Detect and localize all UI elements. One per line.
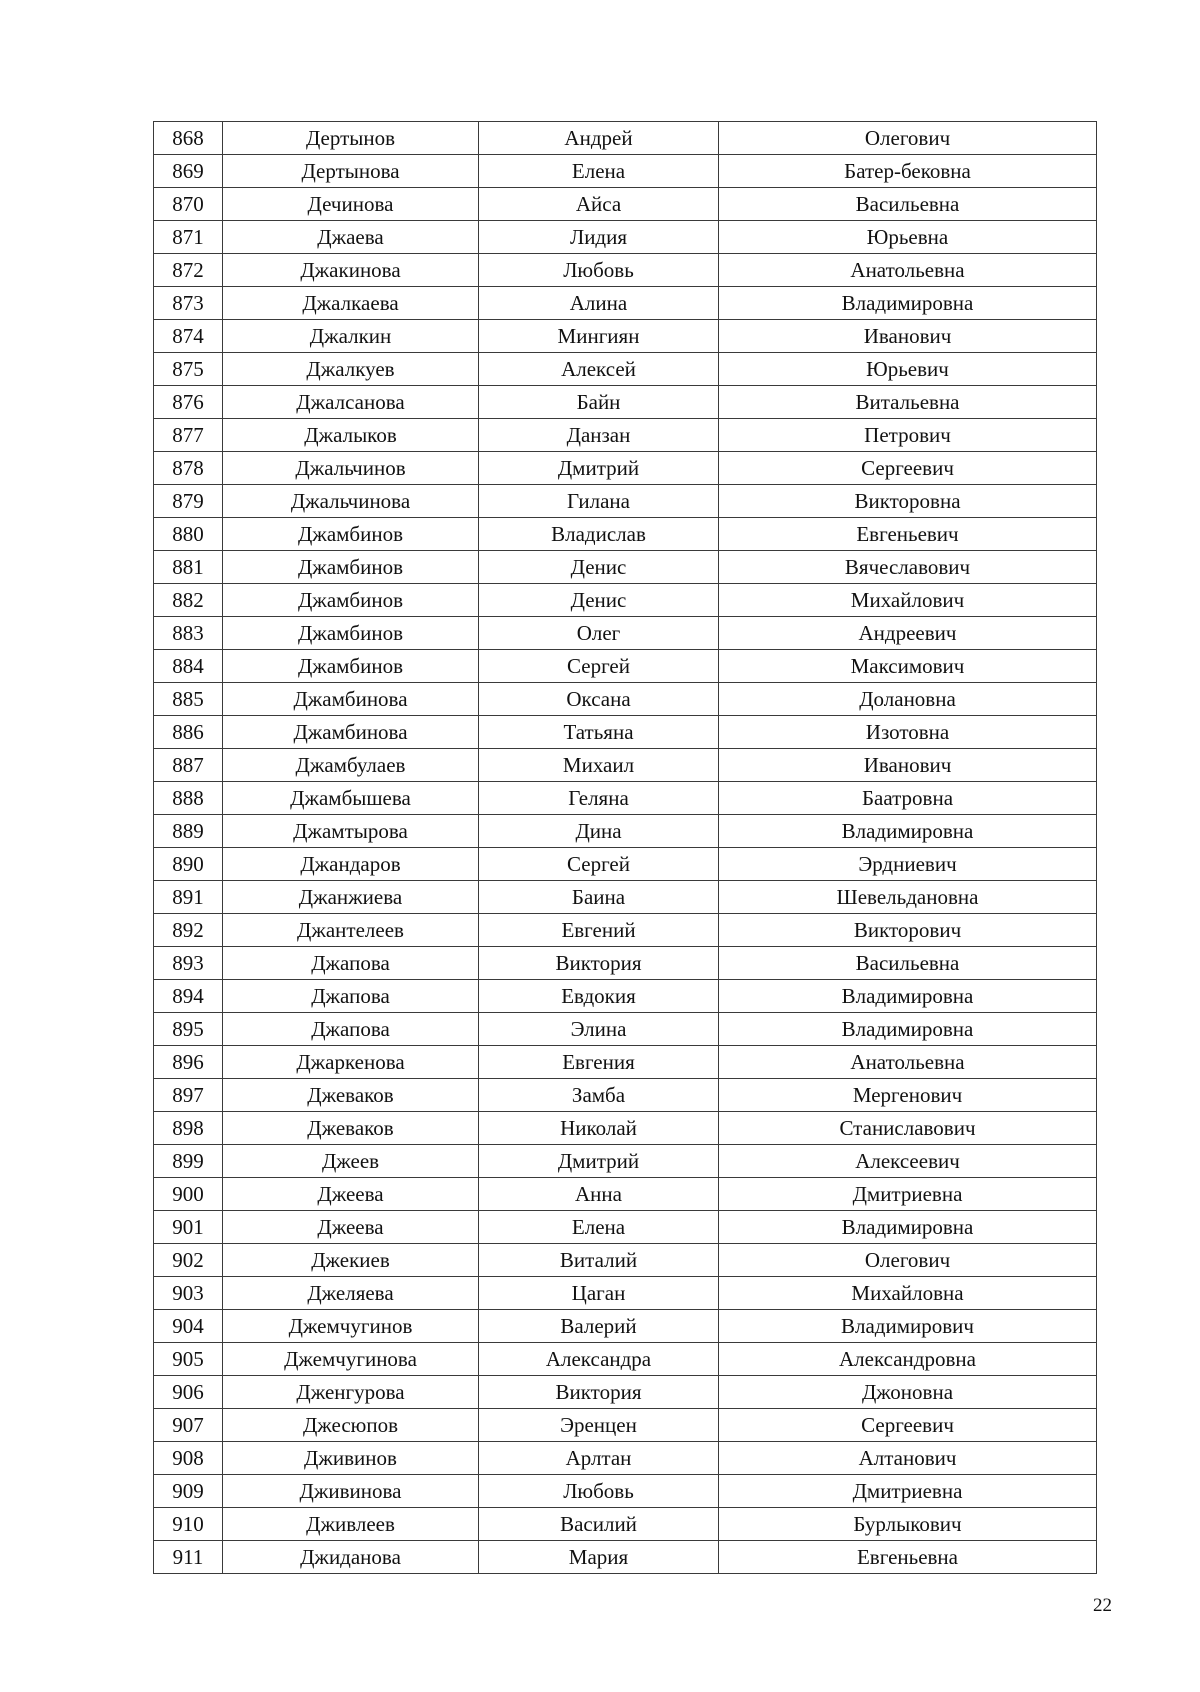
patronymic-cell: Викторовна — [719, 485, 1097, 518]
patronymic-cell: Иванович — [719, 320, 1097, 353]
row-number-cell: 895 — [154, 1013, 223, 1046]
last-name-cell: Дживинова — [223, 1475, 479, 1508]
first-name-cell: Елена — [479, 155, 719, 188]
patronymic-cell: Анатольевна — [719, 254, 1097, 287]
table-row — [154, 1442, 1097, 1475]
first-name-cell: Виктория — [479, 947, 719, 980]
last-name-cell: Джантелеев — [223, 914, 479, 947]
table-row — [154, 1376, 1097, 1409]
row-number-cell: 889 — [154, 815, 223, 848]
row-number-cell: 891 — [154, 881, 223, 914]
first-name-cell: Мингиян — [479, 320, 719, 353]
row-number-cell: 894 — [154, 980, 223, 1013]
row-number-cell: 896 — [154, 1046, 223, 1079]
table-row — [154, 1508, 1097, 1541]
patronymic-cell: Юрьевич — [719, 353, 1097, 386]
row-number-cell: 898 — [154, 1112, 223, 1145]
first-name-cell: Василий — [479, 1508, 719, 1541]
row-number-cell: 907 — [154, 1409, 223, 1442]
table-row — [154, 1475, 1097, 1508]
table-row — [154, 716, 1097, 749]
patronymic-cell: Алексеевич — [719, 1145, 1097, 1178]
first-name-cell: Гилана — [479, 485, 719, 518]
row-number-cell: 885 — [154, 683, 223, 716]
last-name-cell: Джалкаева — [223, 287, 479, 320]
patronymic-cell: Дмитриевна — [719, 1178, 1097, 1211]
table-row — [154, 1541, 1097, 1574]
last-name-cell: Джамтырова — [223, 815, 479, 848]
last-name-cell: Джеляева — [223, 1277, 479, 1310]
table-row — [154, 1409, 1097, 1442]
last-name-cell: Джалыков — [223, 419, 479, 452]
patronymic-cell: Изотовна — [719, 716, 1097, 749]
first-name-cell: Сергей — [479, 848, 719, 881]
row-number-cell: 877 — [154, 419, 223, 452]
last-name-cell: Джалкуев — [223, 353, 479, 386]
last-name-cell: Дженгурова — [223, 1376, 479, 1409]
table-row — [154, 1145, 1097, 1178]
last-name-cell: Джамбинова — [223, 683, 479, 716]
first-name-cell: Алина — [479, 287, 719, 320]
patronymic-cell: Алтанович — [719, 1442, 1097, 1475]
last-name-cell: Джесюпов — [223, 1409, 479, 1442]
table-row — [154, 1178, 1097, 1211]
row-number-cell: 900 — [154, 1178, 223, 1211]
row-number-cell: 905 — [154, 1343, 223, 1376]
row-number-cell: 868 — [154, 122, 223, 155]
patronymic-cell: Анатольевна — [719, 1046, 1097, 1079]
first-name-cell: Андрей — [479, 122, 719, 155]
row-number-cell: 887 — [154, 749, 223, 782]
row-number-cell: 872 — [154, 254, 223, 287]
first-name-cell: Владислав — [479, 518, 719, 551]
first-name-cell: Эренцен — [479, 1409, 719, 1442]
patronymic-cell: Михайловна — [719, 1277, 1097, 1310]
last-name-cell: Джеева — [223, 1178, 479, 1211]
table-row — [154, 155, 1097, 188]
first-name-cell: Виталий — [479, 1244, 719, 1277]
first-name-cell: Арлтан — [479, 1442, 719, 1475]
patronymic-cell: Бурлыкович — [719, 1508, 1097, 1541]
last-name-cell: Джальчинова — [223, 485, 479, 518]
row-number-cell: 881 — [154, 551, 223, 584]
page-number: 22 — [1093, 1595, 1112, 1616]
table-row — [154, 1244, 1097, 1277]
patronymic-cell: Владимировна — [719, 1211, 1097, 1244]
table-row — [154, 848, 1097, 881]
table-row — [154, 551, 1097, 584]
patronymic-cell: Олегович — [719, 122, 1097, 155]
first-name-cell: Евдокия — [479, 980, 719, 1013]
table-row — [154, 287, 1097, 320]
table-row — [154, 452, 1097, 485]
patronymic-cell: Владимировна — [719, 1013, 1097, 1046]
table-row — [154, 980, 1097, 1013]
last-name-cell: Джамбинов — [223, 650, 479, 683]
row-number-cell: 890 — [154, 848, 223, 881]
table-row — [154, 320, 1097, 353]
last-name-cell: Джекиев — [223, 1244, 479, 1277]
row-number-cell: 906 — [154, 1376, 223, 1409]
patronymic-cell: Васильевна — [719, 947, 1097, 980]
row-number-cell: 875 — [154, 353, 223, 386]
patronymic-cell: Максимович — [719, 650, 1097, 683]
row-number-cell: 886 — [154, 716, 223, 749]
row-number-cell: 871 — [154, 221, 223, 254]
patronymic-cell: Владимировна — [719, 287, 1097, 320]
table-row — [154, 1343, 1097, 1376]
last-name-cell: Джиданова — [223, 1541, 479, 1574]
last-name-cell: Дечинова — [223, 188, 479, 221]
first-name-cell: Любовь — [479, 1475, 719, 1508]
table-row — [154, 1013, 1097, 1046]
patronymic-cell: Сергеевич — [719, 452, 1097, 485]
table-row — [154, 1112, 1097, 1145]
last-name-cell: Джанжиева — [223, 881, 479, 914]
last-name-cell: Джеев — [223, 1145, 479, 1178]
first-name-cell: Замба — [479, 1079, 719, 1112]
table-row — [154, 1046, 1097, 1079]
patronymic-cell: Батер-бековна — [719, 155, 1097, 188]
first-name-cell: Виктория — [479, 1376, 719, 1409]
row-number-cell: 869 — [154, 155, 223, 188]
last-name-cell: Джеваков — [223, 1112, 479, 1145]
patronymic-cell: Евгеньевна — [719, 1541, 1097, 1574]
table-row — [154, 485, 1097, 518]
table-row — [154, 617, 1097, 650]
last-name-cell: Джеева — [223, 1211, 479, 1244]
first-name-cell: Баина — [479, 881, 719, 914]
last-name-cell: Дертынов — [223, 122, 479, 155]
first-name-cell: Алексей — [479, 353, 719, 386]
table-row — [154, 1079, 1097, 1112]
first-name-cell: Лидия — [479, 221, 719, 254]
patronymic-cell: Михайлович — [719, 584, 1097, 617]
last-name-cell: Джакинова — [223, 254, 479, 287]
table-row — [154, 1211, 1097, 1244]
row-number-cell: 910 — [154, 1508, 223, 1541]
last-name-cell: Джамбинов — [223, 551, 479, 584]
first-name-cell: Дмитрий — [479, 1145, 719, 1178]
last-name-cell: Дживинов — [223, 1442, 479, 1475]
first-name-cell: Мария — [479, 1541, 719, 1574]
row-number-cell: 901 — [154, 1211, 223, 1244]
table-row — [154, 353, 1097, 386]
last-name-cell: Джамбинова — [223, 716, 479, 749]
first-name-cell: Татьяна — [479, 716, 719, 749]
first-name-cell: Дмитрий — [479, 452, 719, 485]
first-name-cell: Геляна — [479, 782, 719, 815]
row-number-cell: 883 — [154, 617, 223, 650]
first-name-cell: Оксана — [479, 683, 719, 716]
table-row — [154, 188, 1097, 221]
table-row — [154, 122, 1097, 155]
patronymic-cell: Владимировна — [719, 980, 1097, 1013]
last-name-cell: Джеваков — [223, 1079, 479, 1112]
row-number-cell: 888 — [154, 782, 223, 815]
first-name-cell: Данзан — [479, 419, 719, 452]
table-row — [154, 914, 1097, 947]
name-list-table — [153, 121, 1097, 1574]
last-name-cell: Джапова — [223, 947, 479, 980]
table-row — [154, 518, 1097, 551]
patronymic-cell: Станиславович — [719, 1112, 1097, 1145]
patronymic-cell: Шевельдановна — [719, 881, 1097, 914]
row-number-cell: 899 — [154, 1145, 223, 1178]
table-row — [154, 254, 1097, 287]
first-name-cell: Айса — [479, 188, 719, 221]
patronymic-cell: Вячеславович — [719, 551, 1097, 584]
row-number-cell: 880 — [154, 518, 223, 551]
row-number-cell: 893 — [154, 947, 223, 980]
patronymic-cell: Мергенович — [719, 1079, 1097, 1112]
last-name-cell: Джальчинов — [223, 452, 479, 485]
last-name-cell: Дертынова — [223, 155, 479, 188]
last-name-cell: Джапова — [223, 980, 479, 1013]
row-number-cell: 911 — [154, 1541, 223, 1574]
first-name-cell: Цаган — [479, 1277, 719, 1310]
last-name-cell: Джемчугинова — [223, 1343, 479, 1376]
patronymic-cell: Дмитриевна — [719, 1475, 1097, 1508]
row-number-cell: 876 — [154, 386, 223, 419]
first-name-cell: Дина — [479, 815, 719, 848]
first-name-cell: Валерий — [479, 1310, 719, 1343]
name-list-body — [154, 122, 1097, 1574]
patronymic-cell: Викторович — [719, 914, 1097, 947]
last-name-cell: Джапова — [223, 1013, 479, 1046]
last-name-cell: Джамбышева — [223, 782, 479, 815]
first-name-cell: Анна — [479, 1178, 719, 1211]
first-name-cell: Александра — [479, 1343, 719, 1376]
last-name-cell: Джамбулаев — [223, 749, 479, 782]
table-row — [154, 584, 1097, 617]
last-name-cell: Джалсанова — [223, 386, 479, 419]
first-name-cell: Олег — [479, 617, 719, 650]
first-name-cell: Денис — [479, 584, 719, 617]
table-row — [154, 881, 1097, 914]
patronymic-cell: Иванович — [719, 749, 1097, 782]
patronymic-cell: Владимирович — [719, 1310, 1097, 1343]
table-row — [154, 419, 1097, 452]
row-number-cell: 909 — [154, 1475, 223, 1508]
table-row — [154, 1310, 1097, 1343]
row-number-cell: 874 — [154, 320, 223, 353]
patronymic-cell: Долановна — [719, 683, 1097, 716]
first-name-cell: Евгений — [479, 914, 719, 947]
table-row — [154, 782, 1097, 815]
table-row — [154, 386, 1097, 419]
first-name-cell: Денис — [479, 551, 719, 584]
patronymic-cell: Эрдниевич — [719, 848, 1097, 881]
row-number-cell: 902 — [154, 1244, 223, 1277]
last-name-cell: Джамбинов — [223, 584, 479, 617]
table-row — [154, 749, 1097, 782]
row-number-cell: 908 — [154, 1442, 223, 1475]
row-number-cell: 904 — [154, 1310, 223, 1343]
patronymic-cell: Владимировна — [719, 815, 1097, 848]
first-name-cell: Байн — [479, 386, 719, 419]
patronymic-cell: Витальевна — [719, 386, 1097, 419]
last-name-cell: Джаркенова — [223, 1046, 479, 1079]
table-row — [154, 221, 1097, 254]
last-name-cell: Джемчугинов — [223, 1310, 479, 1343]
last-name-cell: Джамбинов — [223, 617, 479, 650]
table-row — [154, 947, 1097, 980]
row-number-cell: 884 — [154, 650, 223, 683]
patronymic-cell: Юрьевна — [719, 221, 1097, 254]
row-number-cell: 873 — [154, 287, 223, 320]
first-name-cell: Элина — [479, 1013, 719, 1046]
row-number-cell: 892 — [154, 914, 223, 947]
first-name-cell: Николай — [479, 1112, 719, 1145]
last-name-cell: Джалкин — [223, 320, 479, 353]
table-row — [154, 683, 1097, 716]
table-row — [154, 650, 1097, 683]
first-name-cell: Сергей — [479, 650, 719, 683]
patronymic-cell: Сергеевич — [719, 1409, 1097, 1442]
patronymic-cell: Джоновна — [719, 1376, 1097, 1409]
patronymic-cell: Петрович — [719, 419, 1097, 452]
patronymic-cell: Евгеньевич — [719, 518, 1097, 551]
patronymic-cell: Александровна — [719, 1343, 1097, 1376]
last-name-cell: Джаева — [223, 221, 479, 254]
row-number-cell: 882 — [154, 584, 223, 617]
patronymic-cell: Баатровна — [719, 782, 1097, 815]
row-number-cell: 897 — [154, 1079, 223, 1112]
row-number-cell: 903 — [154, 1277, 223, 1310]
row-number-cell: 878 — [154, 452, 223, 485]
table-row — [154, 1277, 1097, 1310]
first-name-cell: Евгения — [479, 1046, 719, 1079]
row-number-cell: 870 — [154, 188, 223, 221]
first-name-cell: Михаил — [479, 749, 719, 782]
first-name-cell: Елена — [479, 1211, 719, 1244]
patronymic-cell: Васильевна — [719, 188, 1097, 221]
first-name-cell: Любовь — [479, 254, 719, 287]
table-row — [154, 815, 1097, 848]
row-number-cell: 879 — [154, 485, 223, 518]
patronymic-cell: Олегович — [719, 1244, 1097, 1277]
last-name-cell: Дживлеев — [223, 1508, 479, 1541]
patronymic-cell: Андреевич — [719, 617, 1097, 650]
last-name-cell: Джамбинов — [223, 518, 479, 551]
last-name-cell: Джандаров — [223, 848, 479, 881]
